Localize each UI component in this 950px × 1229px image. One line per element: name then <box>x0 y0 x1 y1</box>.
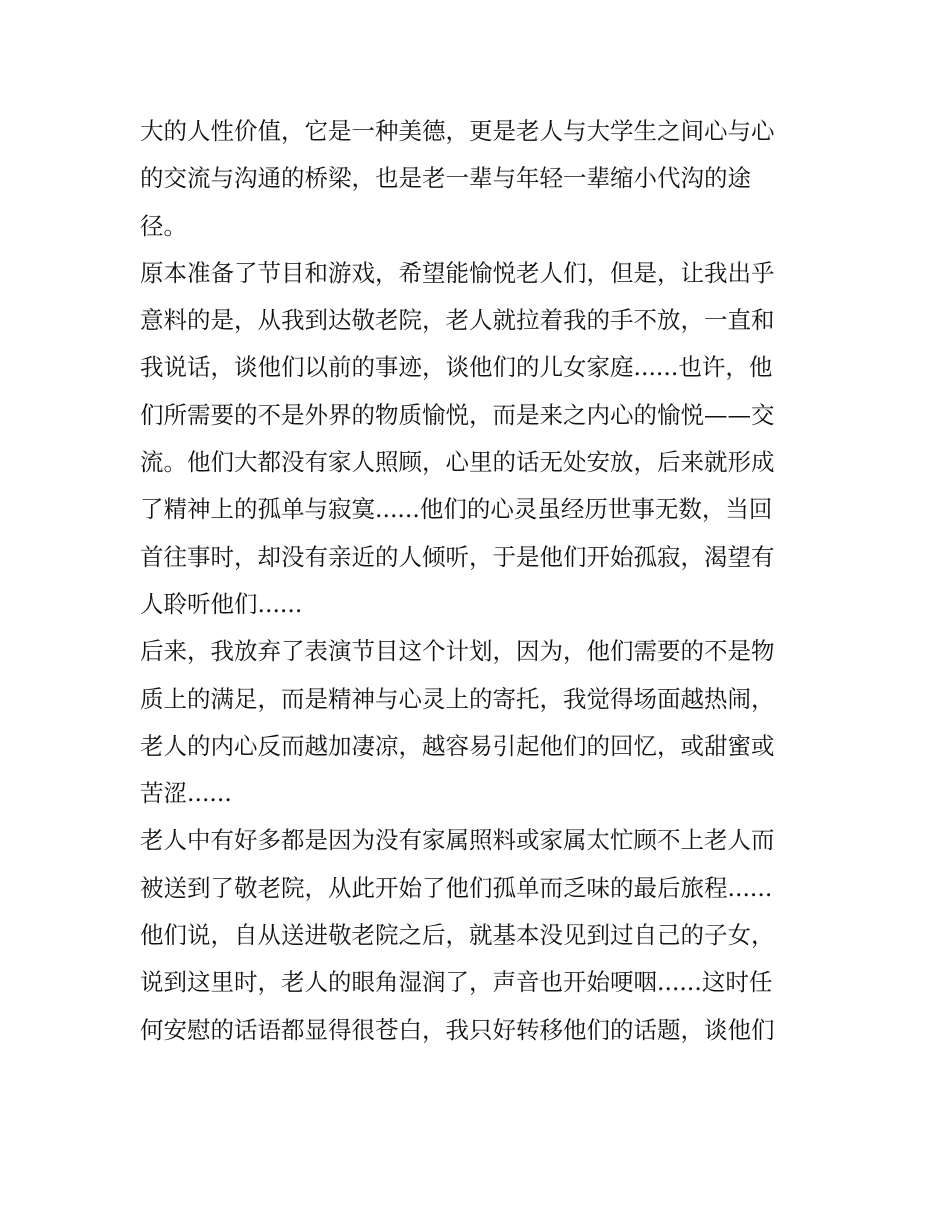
text-line: 何安慰的话语都显得很苍白，我只好转移他们的话题，谈他们 <box>140 1015 775 1044</box>
text-line: 被送到了敬老院，从此开始了他们孤单而乏味的最后旅程...... <box>140 873 773 902</box>
text-line: 流。他们大都没有家人照顾，心里的话无处安放，后来就形成 <box>140 448 775 477</box>
text-line: 苦涩...... <box>140 779 232 808</box>
document-body <box>140 108 820 1054</box>
text-line: 径。 <box>140 211 187 240</box>
text-line: 人聆听他们...... <box>140 589 303 618</box>
text-line: 们所需要的不是外界的物质愉悦，而是来之内心的愉悦——交 <box>140 400 775 429</box>
text-line: 我说话，谈他们以前的事迹，谈他们的儿女家庭......也许，他 <box>140 353 773 382</box>
text-line: 质上的满足，而是精神与心灵上的寄托，我觉得场面越热闹， <box>140 684 775 713</box>
text-line: 说到这里时，老人的眼角湿润了，声音也开始哽咽......这时任 <box>140 968 773 997</box>
text-line: 他们说，自从送进敬老院之后，就基本没见到过自己的子女， <box>140 921 775 950</box>
text-line: 后来，我放弃了表演节目这个计划，因为，他们需要的不是物 <box>140 637 775 666</box>
text-line: 大的人性价值，它是一种美德，更是老人与大学生之间心与心 <box>140 117 775 145</box>
text-line: 意料的是，从我到达敬老院，老人就拉着我的手不放，一直和 <box>140 306 775 335</box>
text-line: 老人的内心反而越加凄凉，越容易引起他们的回忆，或甜蜜或 <box>140 731 775 760</box>
text-line: 老人中有好多都是因为没有家属照料或家属太忙顾不上老人而 <box>140 826 775 855</box>
text-line: 首往事时，却没有亲近的人倾听，于是他们开始孤寂，渴望有 <box>140 542 775 571</box>
text-line: 的交流与沟通的桥梁，也是老一辈与年轻一辈缩小代沟的途 <box>140 164 751 193</box>
text-line: 了精神上的孤单与寂寞......他们的心灵虽经历世事无数，当回 <box>140 495 773 524</box>
text-line: 原本准备了节目和游戏，希望能愉悦老人们，但是，让我出乎 <box>140 258 775 287</box>
